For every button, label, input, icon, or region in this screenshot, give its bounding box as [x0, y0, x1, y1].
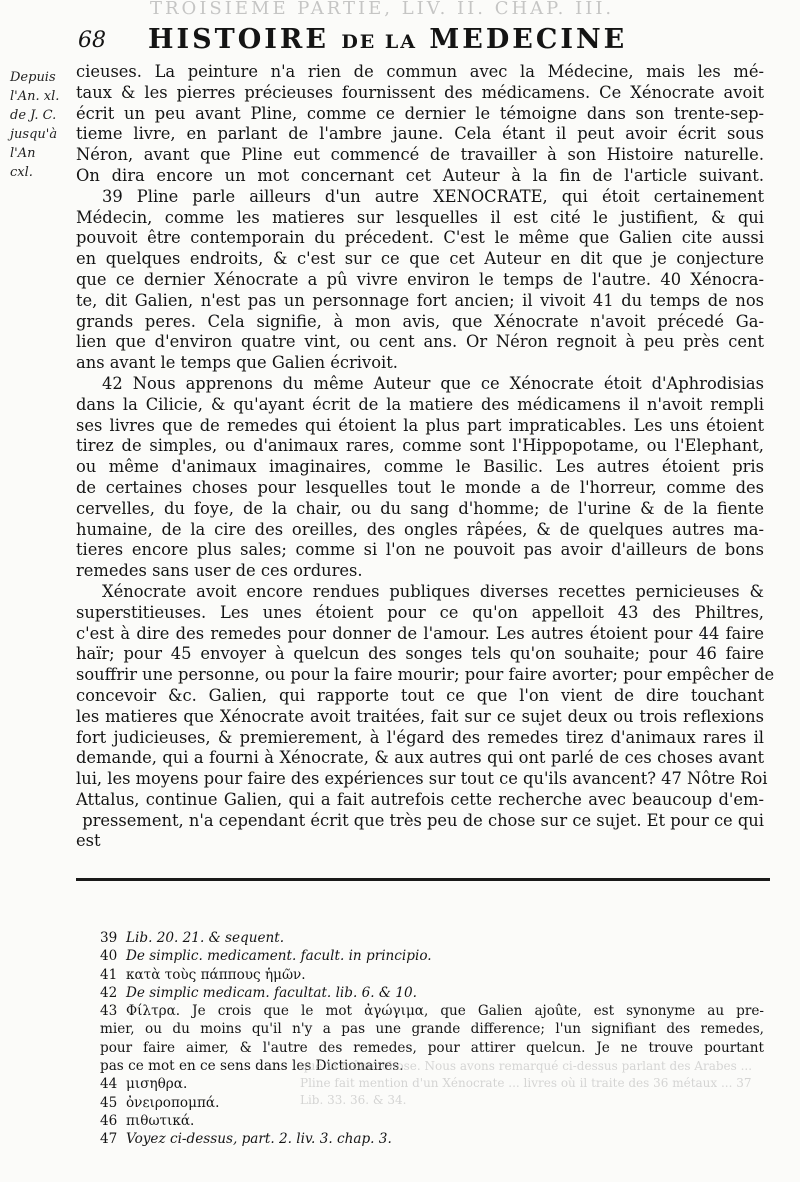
body-line: souffrir une personne, ou pour la faire mourir; pour faire avorter; pour empêcher de: [76, 665, 775, 685]
body-line: demande, qui a fourni à Xénocrate, & aux autres qui ont parlé de ces choses avant: [76, 748, 764, 768]
footnote: [100, 1002, 764, 1020]
body-line: ans avant le temps que Galien écrivoit.: [76, 353, 398, 373]
footnote: [100, 1020, 764, 1038]
body-line: que ce dernier Xénocrate a pû vivre environ le temps de l'autre. 40 Xénocra-: [76, 269, 764, 289]
body-line: Néron, avant que Pline eut commencé de travailler à son Histoire naturelle.: [76, 145, 764, 165]
margin-note-line: l'An. xl.: [10, 89, 60, 104]
footnote-number: 40: [100, 948, 118, 965]
body-line: cieuses. La peinture n'a rien de commun avec la Médecine, mais les mé-: [76, 62, 764, 81]
margin-note-line: Depuis: [10, 70, 56, 85]
footnote-rule: [76, 878, 770, 881]
footnote-text: pas ce mot en ce sens dans les Dictionaires.: [100, 1058, 404, 1075]
margin-note: [10, 68, 72, 182]
body-line: humaine, de la cire des oreilles, des ongles râpées, & de quelques autres ma-: [76, 519, 764, 539]
show-through-text: que la même chose. Nous avons remarqué ci-dessus parlant des Arabes ... Pline fait mention d'un Xénocrate ... livres où il traite des 36 métaux ... 37 Lib. 33. 36. & 34.: [300, 1059, 753, 1107]
body-line: ses livres que de remedes qui étoient la plus part impraticables. Les uns étoient: [76, 415, 764, 435]
footnote: [100, 947, 764, 965]
title-word-de-la: DE LA: [341, 31, 417, 53]
footnote-text: κατὰ τοὺς πάππους ἡμῶν.: [126, 966, 306, 983]
footnote-text: Φίλτρα. Je crois que le mot ἀγώγιμα, que Galien ajoûte, est synonyme au pre-: [126, 1003, 764, 1020]
margin-note-line: l'An: [10, 146, 36, 161]
page-number: 68: [78, 28, 106, 53]
margin-note-line: de J. C.: [10, 108, 57, 123]
body-line: 39 Pline parle ailleurs d'un autre XENOCRATE, qui étoit certainement: [102, 186, 764, 206]
body-line: On dira encore un mot concernant cet Auteur à la fin de l'article suivant.: [76, 165, 764, 185]
body-line: en quelques endroits, & c'est sur ce que cet Auteur en dit que je conjecture: [76, 249, 764, 269]
body-line: pouvoit être contemporain du précedent. C'est le même que Galien cite aussi: [76, 228, 764, 248]
footnote-number: 44: [100, 1076, 118, 1093]
body-line: Médecin, comme les matieres sur lesquelles il est cité le justifient, & qui: [76, 207, 764, 227]
footnote-number: 47: [100, 1131, 118, 1148]
body-line: tieres encore plus sales; comme si l'on ne pouvoit pas avoir d'ailleurs de bons: [76, 540, 764, 560]
body-line: lien que d'environ quatre vint, ou cent ans. Or Néron regnoit à peu près cent: [76, 332, 764, 352]
footnote-text: De simplic medicam. facultat. lib. 6. & 10.: [126, 984, 417, 1001]
title-word-histoire: HISTOIRE: [148, 24, 329, 55]
body-line: te, dit Galien, n'est pas un personnage fort ancien; il vivoit 41 du temps de nos: [76, 290, 764, 310]
footnote-text: pour faire aimer, & l'autre des remedes, pour attirer quelcun. Je ne trouve pourtant: [100, 1039, 764, 1056]
footnote-number: 43: [100, 1003, 118, 1020]
body-line: 42 Nous apprenons du même Auteur que ce Xénocrate étoit d'Aphrodisias: [102, 373, 764, 393]
body-line: tieme livre, en parlant de l'ambre jaune. Cela étant il peut avoir écrit sous: [76, 124, 764, 144]
body-text: [76, 62, 775, 852]
body-line: de certaines choses pour lesquelles tout le monde a de l'horreur, comme des: [76, 477, 764, 497]
footnote-number: 42: [100, 984, 118, 1001]
body-line: haïr; pour 45 envoyer à quelcun des songes tels qu'on souhaite; pour 46 faire: [76, 644, 764, 664]
footnote-text: mier, ou du moins qu'il n'y a pas une grande difference; l'un signifiant des remedes,: [100, 1021, 764, 1038]
body-line: Attalus, continue Galien, qui a fait autrefois cette recherche avec beaucoup d'em-: [76, 789, 764, 809]
footnote-number: 39: [100, 930, 118, 946]
body-line: Xénocrate avoit encore rendues publiques diverses recettes pernicieuses &: [102, 581, 764, 601]
body-line: lui, les moyens pour faire des expériences sur tout ce qu'ils avancent? 47 Nôtre Roi: [76, 769, 768, 789]
title-word-medecine: MEDECINE: [429, 24, 628, 55]
footnote-text: ὀνειροπομπά.: [126, 1094, 220, 1111]
body-line: pressement, n'a cependant écrit que très peu de chose sur ce sujet. Et pour ce qui: [82, 810, 764, 830]
footnote: [100, 1039, 764, 1057]
bleed-through-header: TROISIEME PARTIE, LIV. II. CHAP. III.: [150, 0, 615, 19]
body-line: fort judicieuses, & premierement, à l'égard des remedes tirez d'animaux rares il: [76, 727, 764, 747]
footnote-text: πιθωτικά.: [126, 1112, 195, 1129]
footnote: [100, 966, 764, 984]
margin-note-line: jusqu'à: [10, 127, 58, 142]
footnote-text: Lib. 20. 21. & sequent.: [126, 930, 285, 946]
body-line: concevoir &c. Galien, qui rapporte tout ce que l'on vient de dire touchant: [76, 685, 764, 705]
body-line: écrit un peu avant Pline, comme ce dernier le témoigne dans son trente-sep-: [76, 103, 764, 123]
body-line: taux & les pierres précieuses fournissent des médicamens. Ce Xénocrate avoit: [76, 82, 764, 102]
footnote-text: De simplic. medicament. facult. in principio.: [126, 948, 432, 965]
footnote-number: 41: [100, 966, 118, 983]
body-line: cervelles, du foye, de la chair, ou du sang d'homme; de l'urine & de la fiente: [76, 498, 764, 518]
running-title: [148, 24, 627, 55]
body-line: est: [76, 831, 101, 851]
footnote-text: μισηθρα.: [126, 1076, 188, 1093]
footnote: [100, 984, 764, 1002]
body-line: dans la Cilicie, & qu'ayant écrit de la matiere des médicamens il n'avoit rempli: [76, 394, 764, 414]
footnote: [100, 929, 764, 947]
page-header: [0, 24, 800, 62]
body-line: superstitieuses. Les unes étoient pour ce qu'on appelloit 43 des Philtres,: [76, 602, 764, 622]
footnote-number: 46: [100, 1112, 118, 1129]
body-line: ou même d'animaux imaginaires, comme le Basilic. Les autres étoient pris: [76, 457, 764, 477]
margin-note-line: cxl.: [10, 165, 33, 180]
footnote-number: 45: [100, 1094, 118, 1111]
body-line: grands peres. Cela signifie, à mon avis, que Xénocrate n'avoit précedé Ga-: [76, 311, 764, 331]
body-line: remedes sans user de ces ordures.: [76, 561, 363, 581]
body-line: tirez de simples, ou d'animaux rares, comme sont l'Hippopotame, ou l'Elephant,: [76, 436, 764, 456]
body-line: c'est à dire des remedes pour donner de l'amour. Les autres étoient pour 44 faire: [76, 623, 764, 643]
body-line: les matieres que Xénocrate avoit traitées, fait sur ce sujet deux ou trois reflexions: [76, 706, 764, 726]
footnote-text: Voyez ci-dessus, part. 2. liv. 3. chap. 3.: [126, 1131, 392, 1148]
